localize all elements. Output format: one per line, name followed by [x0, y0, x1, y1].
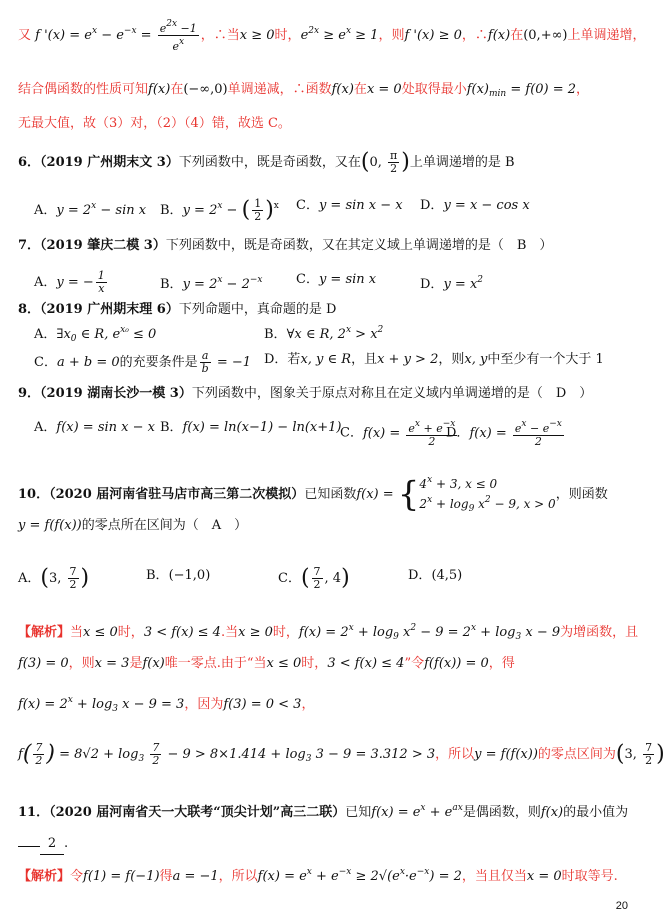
question-9: 9．（2019 湖南长沙一模 3）下列函数中，图象关于原点对称且在定义域内单调递增的是（ D ）	[18, 386, 593, 401]
question-10: 10．（2020 届河南省驻马店市高三第二次模拟）已知函数f(x) = { $4^x + 3$, x ≤ 0 $2^x + \log_9 x^2 - 9$, x > 0 ，则函数	[18, 474, 608, 515]
analysis-q11: 【解析】令f(1) = f(−1)得a = −1，所以$f(x) = e^x + e^{-x} \ge 2√(e^x\cdot e^{-x}) = 2$，当且仅当x = 0时取等号.	[18, 867, 618, 884]
q11-answer-blank: 2	[40, 834, 64, 855]
q10-option-a: A．(3, $\frac{7}{2}$ )	[18, 565, 90, 591]
q10-option-c: C．( $\frac{7}{2}$ , 4)	[278, 565, 350, 591]
q6-option-d: D．y = x − cos x	[420, 198, 530, 213]
solution-line-1: 又 f '$(x) = e^x - e^{-x}$ = $\frac{e^{2x} -1}{e^x}$ ，∴当x ≥ 0时，$e^{2x} \ge e^x \ge 1$，则f '(x) ≥ 0，∴f(x)在(0,+∞)上单调递增，	[18, 19, 646, 53]
q6-option-a: A．$y = 2^x - \sin x$	[34, 201, 147, 218]
q10-option-d: D．(4,5)	[408, 568, 463, 583]
solution-line-2: 结合偶函数的性质可知f(x)在(−∞,0)单调递减，∴函数f(x)在x = 0处取得最小$f(x)_{min} = f(0) = 2$，	[18, 82, 590, 99]
analysis-line-2: f(3) = 0，则x = 3是f(x)唯一零点.由于“当x ≤ 0时，3 < f(x) ≤ 4”令f(f(x)) = 0，得	[18, 656, 515, 671]
q7-option-d: D．$y = x^2$	[420, 275, 484, 292]
q6-option-c: C．y = sin x − x	[296, 198, 403, 213]
q8-option-b: B．∀x ∈ R, $2^x > x^2$	[264, 325, 384, 342]
analysis-line-3: $f(x) = 2^x + \log_3 x - 9 = 3$，因为f(3) = 0 < 3，	[18, 695, 315, 714]
q7-option-a: A．y = − $\frac{1}{x}$	[34, 269, 105, 295]
question-7: 7．（2019 肇庆二模 3）下列函数中，既是奇函数，又在其定义域上单调递增的是（ B ）	[18, 238, 553, 253]
q7-option-c: C．y = sin x	[296, 272, 377, 287]
q7-option-b: B．$y = 2^x - 2^{-x}$	[160, 275, 263, 292]
q8-option-d: D．若x, y ∈ R，且x + y > 2，则x, y中至少有一个大于 1	[264, 352, 604, 367]
solution-line-3: 无最大值，故（3）对，（2）（4）错，故选 C。	[18, 116, 291, 131]
question-10-cont: y = f(f(x))的零点所在区间为（ A ）	[18, 518, 248, 533]
q9-option-a: A．f(x) = sin x − x	[34, 420, 155, 435]
q8-option-a: A．$\exists x_0$ ∈ R, $e^{x_0} \le 0$	[34, 325, 157, 344]
q9-option-c: C．f(x) = $\frac{e^x + e^{-x}}{2}$	[340, 419, 456, 448]
q6-option-b: B．$y = 2^x$ − ( $\frac{1}{2}$ )$^x$	[160, 197, 279, 223]
q8-option-c: C．a + b = 0的充要条件是 $\frac{a}{b}$ = −1	[34, 349, 252, 375]
analysis-line-4: f( $\frac{7}{2}$ ) = $8√2 + \log_3$ $\frac{7}{2}$ − $9 > 8\times 1.414 + \log_3 3 - 9 = 3.312 > 3$，所以y = f(f(x))的零点区间为(3, $\frac{7}{2}$ )	[18, 741, 665, 767]
question-11: 11．（2020 届河南省天一大联考“顶尖计划”高三二联）已知$f(x) = e^x + e^{ax}$是偶函数，则f(x)的最小值为	[18, 803, 629, 820]
question-11-answer: 2 .	[18, 834, 626, 855]
question-6: 6．（2019 广州期末文 3）下列函数中，既是奇函数，又在(0, $\frac{\pi}{2}$ )上单调递增的是 B	[18, 149, 515, 175]
page-number: 20	[615, 900, 628, 912]
question-8: 8．（2019 广州期末理 6）下列命题中，真命题的是 D	[18, 302, 337, 317]
q9-option-d: D．f(x) = $\frac{e^x - e^{-x}}{2}$	[446, 419, 562, 448]
q9-option-b: B．f(x) = ln(x−1) − ln(x+1)	[160, 420, 342, 435]
q10-option-b: B．(−1,0)	[146, 568, 211, 583]
analysis-line-1: 【解析】当x ≤ 0时，3 < f(x) ≤ 4.当x ≥ 0时，$f(x) = 2^x + \log_9 x^2 - 9 = 2^x + \log_3 x - 9$为增函数，且	[18, 623, 639, 642]
